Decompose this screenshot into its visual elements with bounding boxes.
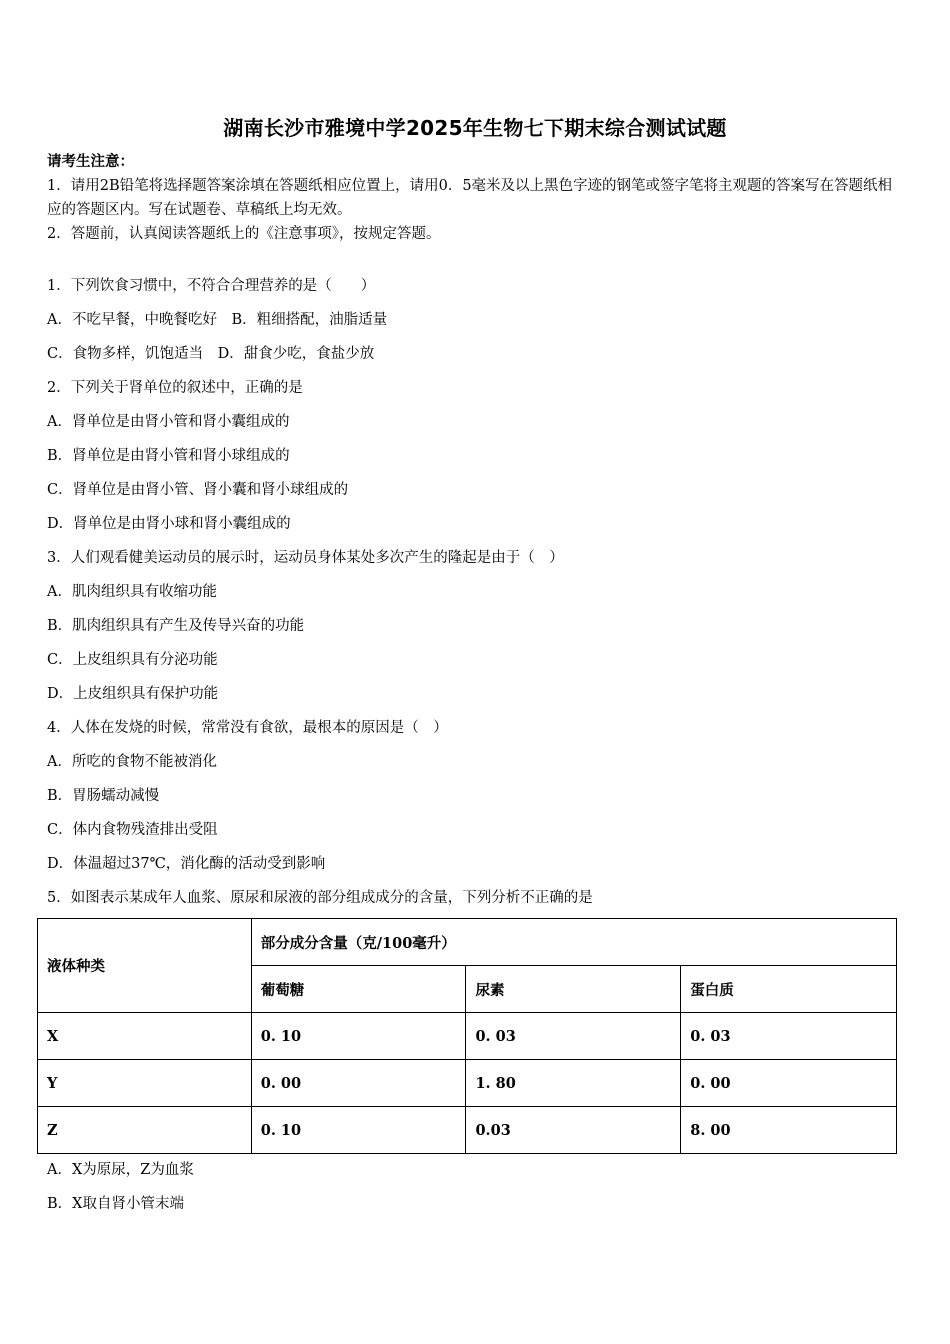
- table-header-fluid-type: 液体种类: [38, 919, 252, 1013]
- cell-glucose: 0. 00: [251, 1060, 466, 1107]
- cell-urea: 1. 80: [466, 1060, 681, 1107]
- notice-block: [47, 150, 897, 246]
- question-5-option-b: B．X取自肾小管末端: [47, 1196, 184, 1212]
- cell-urea: 0.03: [466, 1107, 681, 1154]
- cell-glucose: 0. 10: [251, 1107, 466, 1154]
- table-header-group: 部分成分含量（克/100毫升）: [251, 919, 896, 966]
- question-1-options-ab: A．不吃早餐，中晚餐吃好 B．粗细搭配，油脂适量: [47, 312, 388, 328]
- question-3-option-b: B．肌肉组织具有产生及传导兴奋的功能: [47, 618, 305, 634]
- question-4-option-a: A．所吃的食物不能被消化: [47, 754, 217, 770]
- cell-protein: 8. 00: [681, 1107, 897, 1154]
- question-1-options-cd: C．食物多样，饥饱适当 D．甜食少吃，食盐少放: [47, 346, 375, 362]
- table-row: [38, 1107, 897, 1154]
- table-header-protein: 蛋白质: [681, 966, 897, 1013]
- question-4-option-d: D．体温超过37℃，消化酶的活动受到影响: [47, 856, 326, 872]
- question-2-option-c: C．肾单位是由肾小管、肾小囊和肾小球组成的: [47, 482, 349, 498]
- cell-urea: 0. 03: [466, 1013, 681, 1060]
- question-2-stem: 2．下列关于肾单位的叙述中，正确的是: [47, 380, 303, 396]
- cell-glucose: 0. 10: [251, 1013, 466, 1060]
- question-4-option-b: B．胃肠蠕动减慢: [47, 788, 160, 804]
- table-header-urea: 尿素: [466, 966, 681, 1013]
- row-label: Z: [38, 1107, 252, 1154]
- question-3-option-c: C．上皮组织具有分泌功能: [47, 652, 218, 668]
- table-row: [38, 1060, 897, 1107]
- table-header-glucose: 葡萄糖: [251, 966, 466, 1013]
- table-row: [38, 1013, 897, 1060]
- question-2-option-a: A．肾单位是由肾小管和肾小囊组成的: [47, 414, 290, 430]
- question-3-stem: 3．人们观看健美运动员的展示时，运动员身体某处多次产生的隆起是由于（ ）: [47, 550, 564, 566]
- question-1-stem: 1．下列饮食习惯中，不符合合理营养的是（ ）: [47, 278, 376, 294]
- question-2-option-b: B．肾单位是由肾小管和肾小球组成的: [47, 448, 290, 464]
- notice-item-2: 2．答题前，认真阅读答题纸上的《注意事项》，按规定答题。: [47, 226, 441, 242]
- question-2-option-d: D．肾单位是由肾小球和肾小囊组成的: [47, 516, 291, 532]
- question-3-option-a: A．肌肉组织具有收缩功能: [47, 584, 217, 600]
- composition-table: [37, 918, 897, 1154]
- cell-protein: 0. 00: [681, 1060, 897, 1107]
- row-label: X: [38, 1013, 252, 1060]
- question-4-option-c: C．体内食物残渣排出受阻: [47, 822, 218, 838]
- notice-item-1: 1．请用2B铅笔将选择题答案涂填在答题纸相应位置上，请用0．5毫米及以上黑色字迹的钢笔或签字笔将主观题的答案写在答题纸相应的答题区内。写在试题卷、草稿纸上均无效。: [47, 178, 893, 218]
- question-5-stem: 5．如图表示某成年人血浆、原尿和尿液的部分组成成分的含量，下列分析不正确的是: [47, 890, 593, 906]
- cell-protein: 0. 03: [681, 1013, 897, 1060]
- question-5-option-a: A．X为原尿，Z为血浆: [47, 1162, 194, 1178]
- page-title: 湖南长沙市雅境中学2025年生物七下期末综合测试试题: [223, 116, 727, 140]
- question-4-stem: 4．人体在发烧的时候，常常没有食欲，最根本的原因是（ ）: [47, 720, 448, 736]
- question-3-option-d: D．上皮组织具有保护功能: [47, 686, 219, 702]
- row-label: Y: [38, 1060, 252, 1107]
- notice-heading: 请考生注意：: [47, 153, 134, 170]
